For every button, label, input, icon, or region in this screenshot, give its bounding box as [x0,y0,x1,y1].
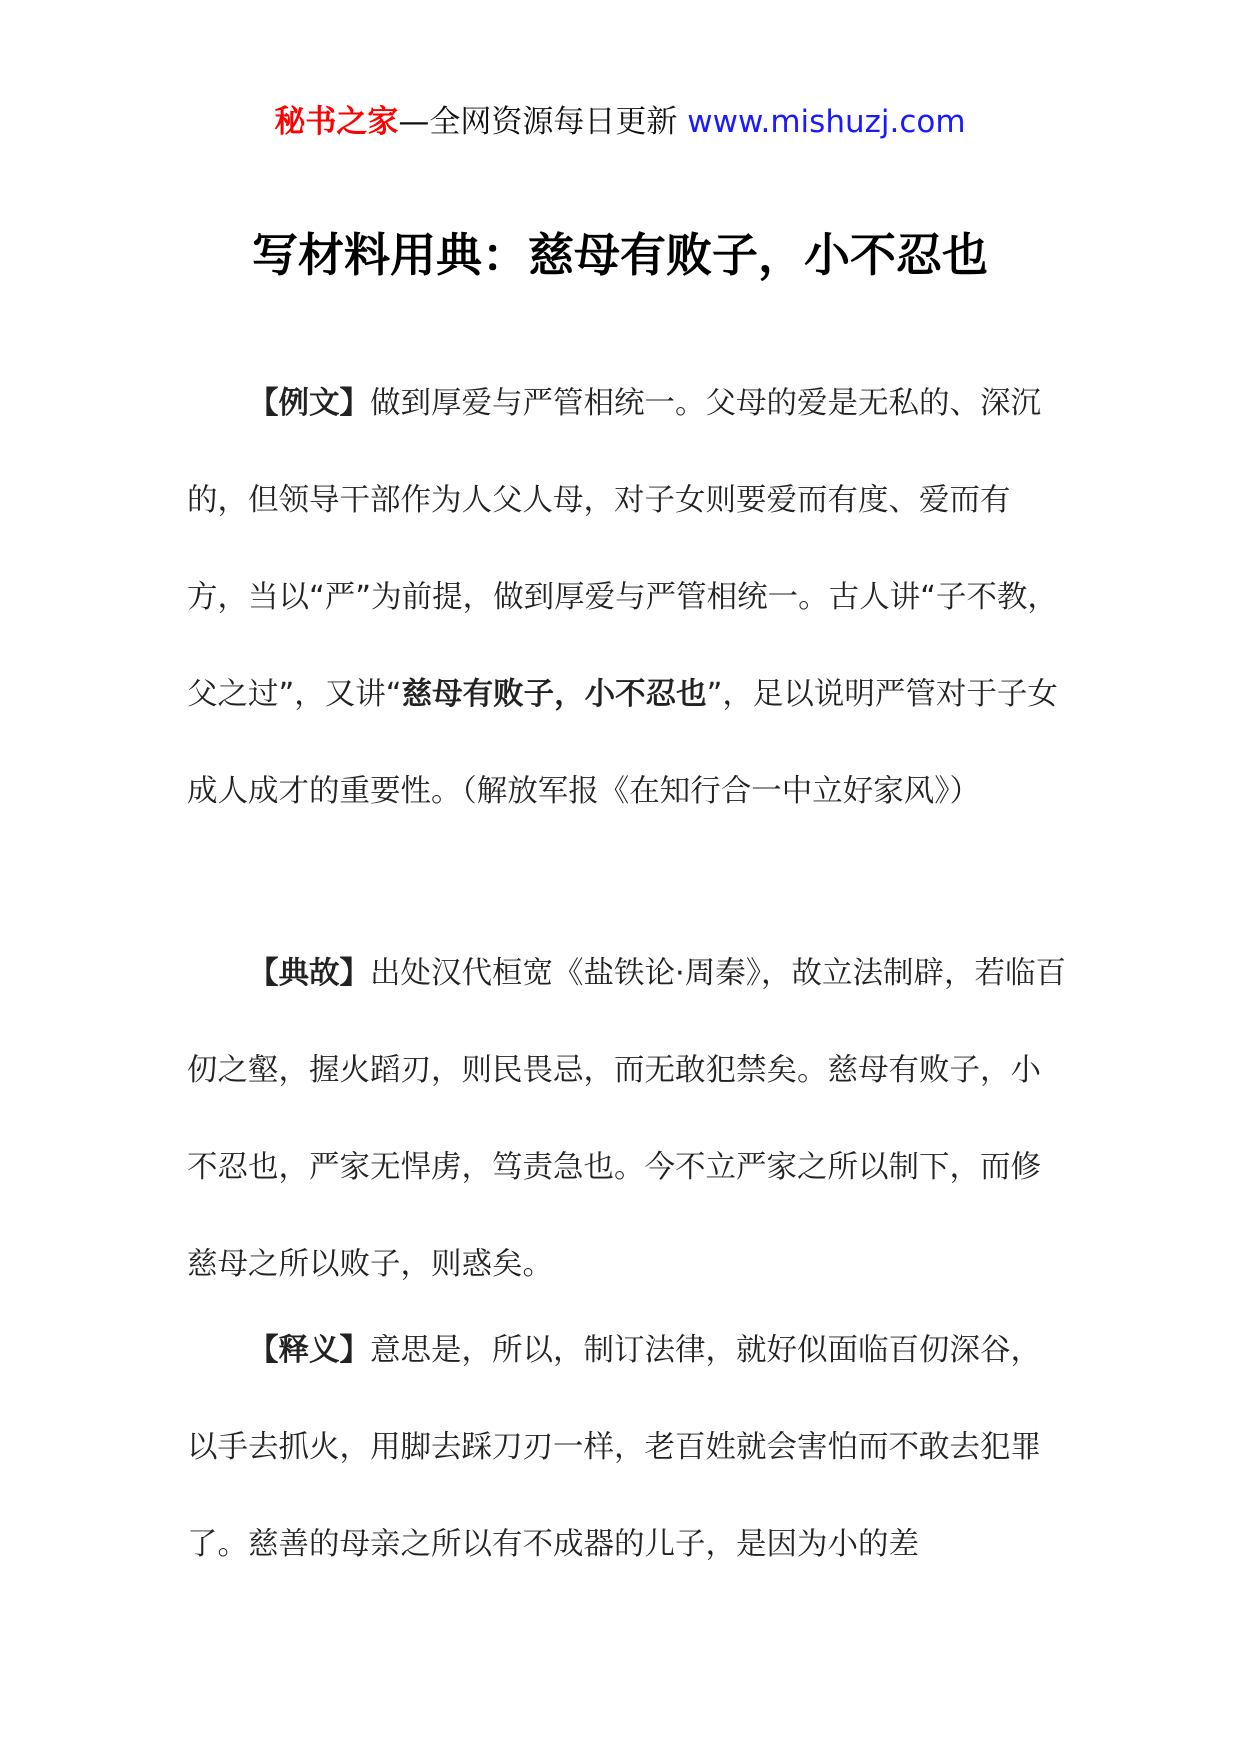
example-paragraph [187,355,1067,840]
meaning-paragraph [187,1302,1067,1593]
example-bold-quote: 慈母有败子，小不忍也 [401,677,707,712]
meaning-tag: 【释义】 [248,1333,370,1368]
example-text-after: ”，足以说明严管对于子女成人成才的重要性。（解放军报《在知行合一中立好家风》） [187,677,1058,809]
allusion-tag: 【典故】 [248,956,370,991]
allusion-text: 出处汉代桓宽《盐铁论·周秦》，故立法制辟，若临百仞之壑，握火蹈刃，则民畏忌，而无敢犯禁矣。慈母有败子，小不忍也，严家无悍虏，笃责急也。今不立严家之所以制下，而修慈母之所以败子，则惑矣。 [187,956,1066,1282]
header-tagline: —全网资源每日更新 [398,104,678,140]
meaning-section [187,1302,1067,1593]
allusion-paragraph [187,925,1067,1313]
allusion-section [187,925,1067,1313]
site-url-link[interactable]: www.mishuzj.com [687,104,966,140]
example-text-before: 做到厚爱与严管相统一。父母的爱是无私的、深沉的，但领导干部作为人父人母，对子女则要爱而有度、爱而有方，当以“严”为前提，做到厚爱与严管相统一。古人讲“子不教，父之过”，又讲“ [187,386,1058,712]
meaning-text: 意思是，所以，制订法律，就好似面临百仞深谷，以手去抓火，用脚去踩刀刃一样，老百姓就会害怕而不敢去犯罪了。慈善的母亲之所以有不成器的儿子，是因为小的差 [187,1333,1041,1562]
document-title: 写材料用典：慈母有败子，小不忍也 [252,228,988,282]
example-section [187,355,1067,840]
site-header [0,100,1240,144]
brand-name: 秘书之家 [274,104,399,140]
example-tag: 【例文】 [248,386,370,421]
